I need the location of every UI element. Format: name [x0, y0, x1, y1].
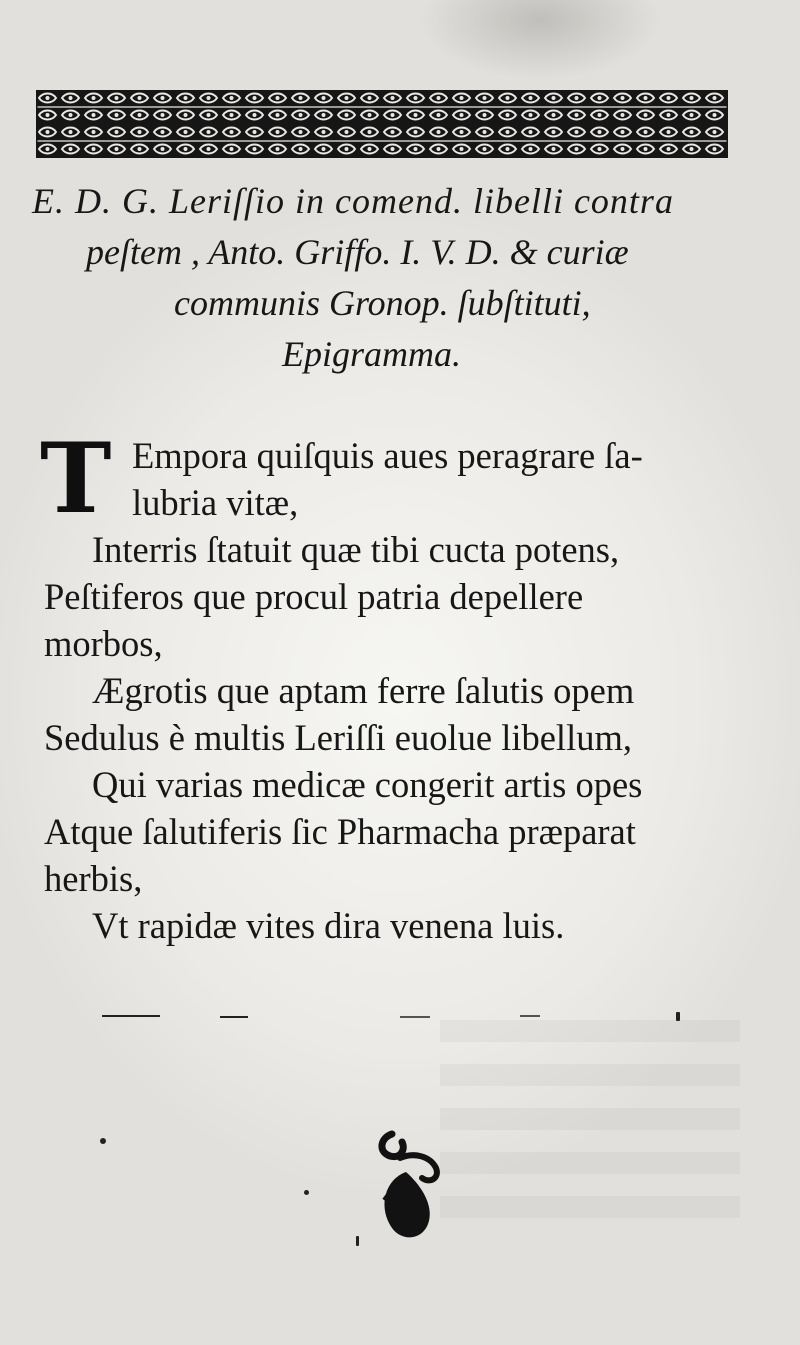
- heading-line-3: communis Gronop. ſubſtituti,: [174, 283, 591, 323]
- show-through-block: [440, 1020, 740, 1220]
- ink-speck: [100, 1138, 106, 1144]
- poem-line-11: Vt rapidæ vites dira venena luis.: [92, 905, 565, 946]
- poem-line-2: lubria vitæ,: [132, 482, 299, 523]
- poem-line-1: Empora quiſquis aues peragrare ſa-: [132, 435, 643, 476]
- epigram-heading: [28, 176, 748, 380]
- poem-line-8: Qui varias medicæ congerit artis opes: [92, 764, 643, 805]
- drop-capital: T: [40, 422, 112, 535]
- heading-line-1: E. D. G. Leriſſio in comend. libelli contra: [32, 181, 674, 221]
- poem-line-7: Sedulus è multis Leriſſi euolue libellum,: [44, 717, 632, 758]
- poem-line-4: Peſtiferos que procul patria depellere: [44, 576, 584, 617]
- poem-line-5: morbos,: [44, 623, 163, 664]
- ink-marks-divider: [100, 1010, 560, 1022]
- ink-speck: [676, 1012, 680, 1021]
- heading-line-4: Epigramma.: [282, 334, 461, 374]
- fleuron-icon: [370, 1128, 450, 1248]
- poem-line-9: Atque ſalutiferis ſic Pharmacha præparat: [44, 811, 636, 852]
- heading-line-2: peſtem , Anto. Griffo. I. V. D. & curiæ: [86, 232, 629, 272]
- ink-speck: [356, 1236, 359, 1246]
- poem-line-6: Ægrotis que aptam ferre ſalutis opem: [92, 670, 635, 711]
- epigram-poem: [40, 422, 760, 949]
- ink-speck: [304, 1190, 309, 1195]
- poem-line-3: Interris ſtatuit quæ tibi cucta potens,: [92, 529, 620, 570]
- poem-line-10: herbis,: [44, 858, 143, 899]
- woodcut-ornamental-band-icon: [36, 90, 728, 158]
